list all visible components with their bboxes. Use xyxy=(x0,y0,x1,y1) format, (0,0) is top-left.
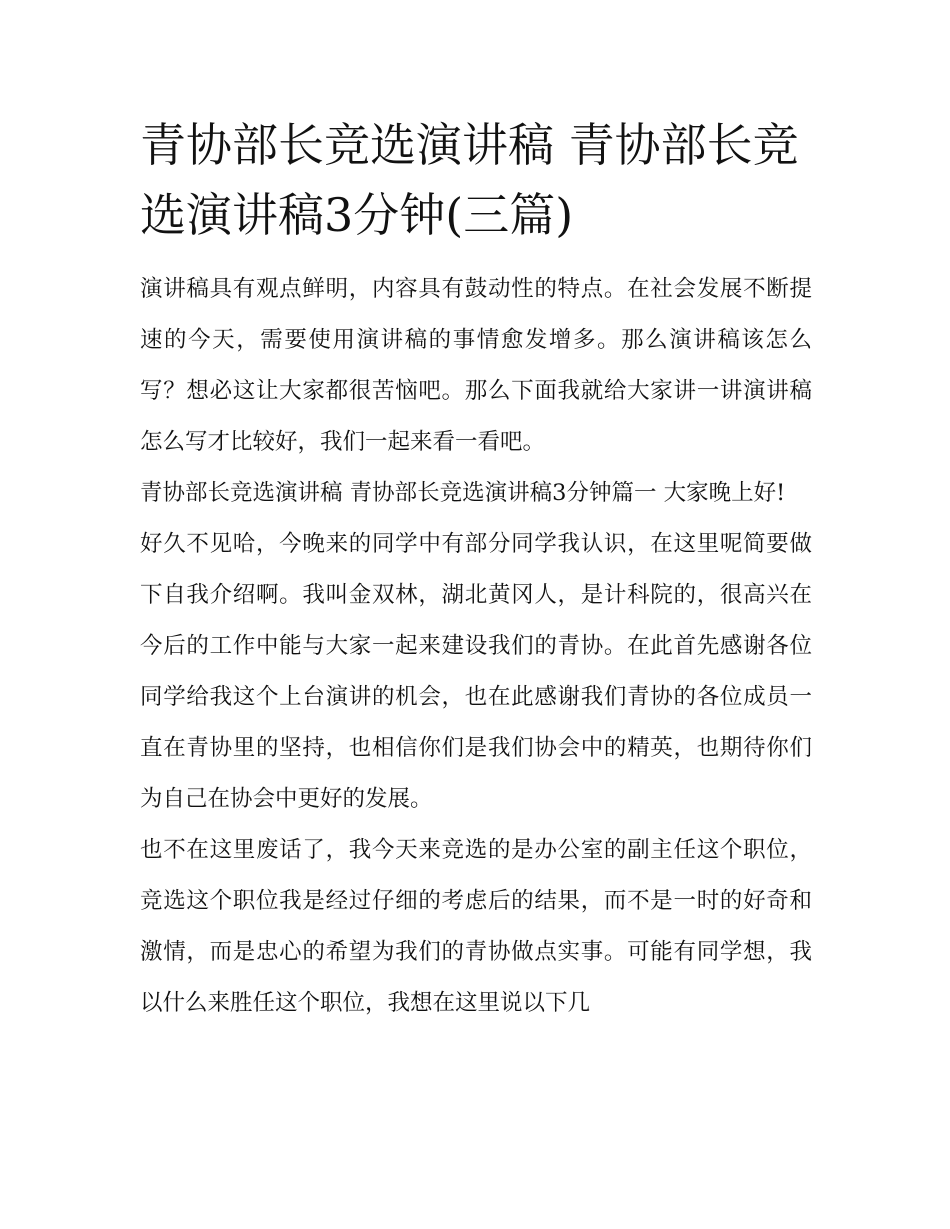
paragraph-section-heading: 青协部长竞选演讲稿 青协部长竞选演讲稿3分钟篇一 大家晚上好! xyxy=(140,480,786,506)
paragraph-self-introduction: 好久不见哈，今晚来的同学中有部分同学我认识，在这里呢简要做下自我介绍啊。我叫金双林，湖北黄冈人，是计科院的，很高兴在今后的工作中能与大家一起来建设我们的青协。在此首先感谢各位同学给我这个上台演讲的机会，也在此感谢我们青协的各位成员一直在青协里的坚持，也相信你们是我们协会中的精英，也期待你们为自己在协会中更好的发展。 xyxy=(140,531,812,812)
paragraph-intro: 演讲稿具有观点鲜明，内容具有鼓动性的特点。在社会发展不断提速的今天，需要使用演讲稿的事情愈发增多。那么演讲稿该怎么写？想必这让大家都很苦恼吧。那么下面我就给大家讲一讲演讲稿怎么写才比较好，我们一起来看一看吧。 xyxy=(140,276,812,455)
document-page xyxy=(140,110,812,1029)
paragraph-position-statement: 也不在这里废话了，我今天来竞选的是办公室的副主任这个职位，竞选这个职位我是经过仔细的考虑后的结果，而不是一时的好奇和激情，而是忠心的希望为我们的青协做点实事。可能有同学想，我以什么来胜任这个职位，我想在这里说以下几 xyxy=(140,837,812,1016)
document-title: 青协部长竞选演讲稿 青协部长竞选演讲稿3分钟(三篇) xyxy=(140,118,799,242)
